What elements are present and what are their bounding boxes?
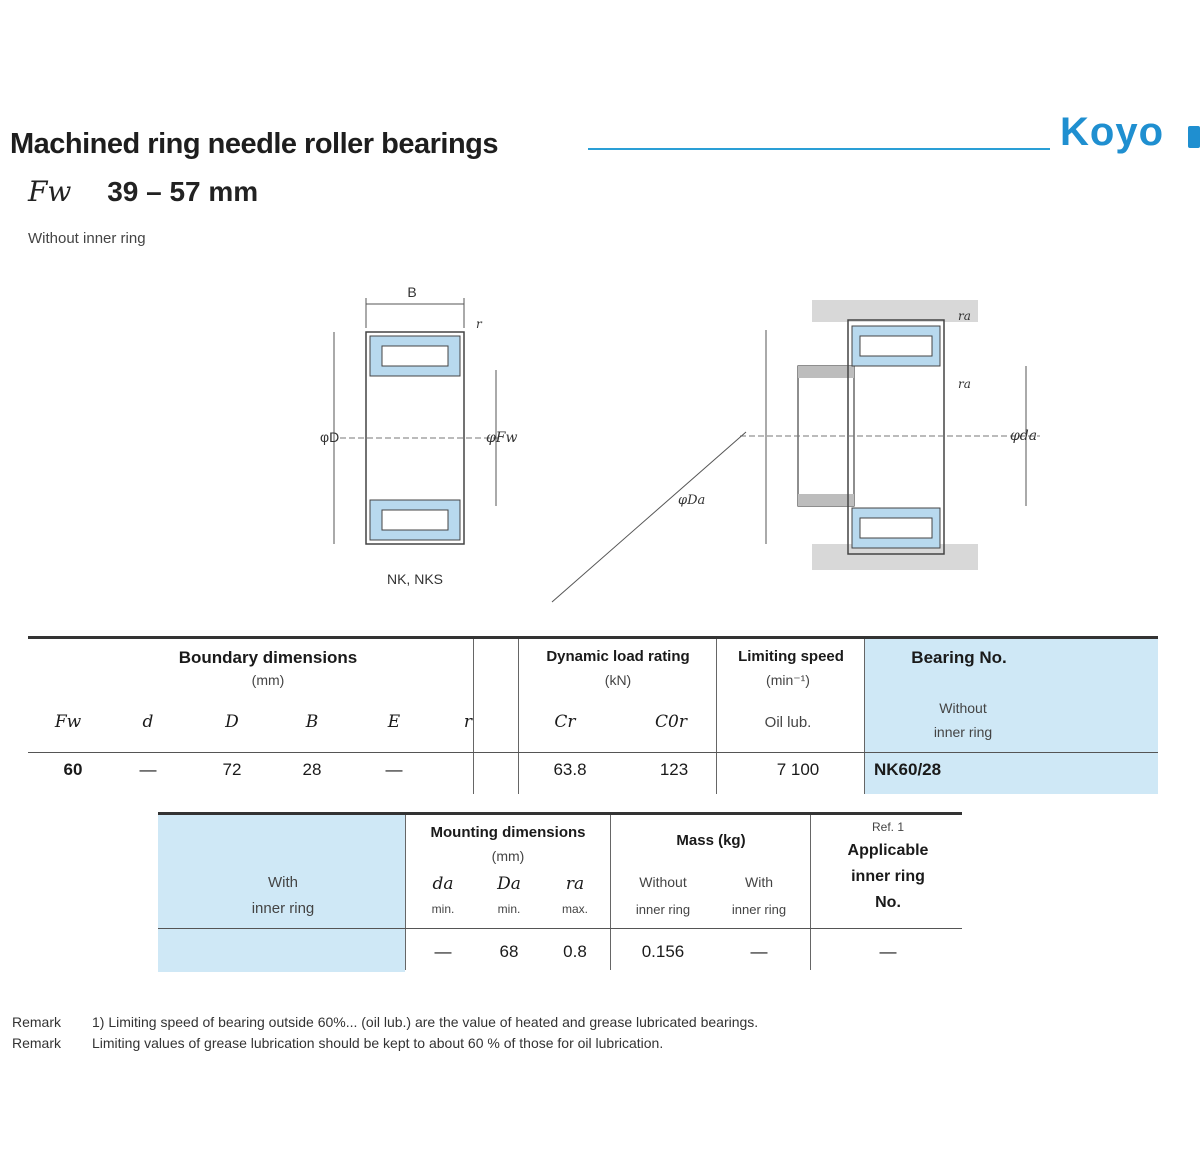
row-speed-value: 7 100 (776, 760, 820, 779)
table-divider (610, 815, 611, 970)
col-da-outer-sub: min. (497, 902, 521, 916)
ref-title3: No. (875, 894, 901, 911)
with-label1: With (268, 874, 298, 891)
mass-header: Mass (kg) (676, 832, 746, 849)
col-e: E (387, 712, 401, 732)
mounting-spec-table (158, 812, 962, 972)
footnote-text: 1) Limiting speed of bearing outside 60%... (oil lub.) are the value of heated and grease lubricated bearings. (92, 1014, 759, 1030)
row-d-value: — (139, 760, 157, 779)
load-rating-header: Dynamic load rating (546, 648, 690, 665)
col-ra-sub: max. (561, 902, 588, 916)
dim-fw-label: φFw (486, 430, 518, 446)
bearing-spec-table (28, 636, 1158, 796)
title-rule (588, 148, 1050, 150)
col-c0r: C0r (655, 712, 687, 732)
speed-unit: (min⁻¹) (766, 672, 810, 688)
footnote-label: Remark (12, 1035, 62, 1051)
load-unit: (kN) (604, 672, 632, 688)
table-divider (518, 639, 519, 794)
ref-title2: inner ring (851, 868, 925, 885)
row-b-value: 28 (302, 760, 322, 779)
col-da: da (432, 874, 454, 894)
table-header-rule (158, 928, 962, 929)
col-outer-d: D (225, 712, 239, 732)
with-label2: inner ring (251, 900, 315, 917)
dim-d-label: φD (320, 429, 340, 445)
bearing-cross-section-figure (300, 270, 540, 600)
footnotes (12, 1012, 758, 1054)
bearing-drawing (300, 270, 540, 600)
inner-ring-column-bg (158, 815, 405, 972)
table-divider (810, 815, 811, 970)
table-divider (405, 815, 406, 970)
footnote-text: Limiting values of grease lubrication should be kept to about 60 % of those for oil lubrication. (92, 1035, 664, 1051)
row-cr-value: 63.8 (553, 760, 587, 779)
mount-unit: (mm) (491, 848, 525, 864)
row-mass-with: — (750, 942, 768, 961)
col-fw: Fw (54, 712, 82, 732)
dim-b-label: B (407, 284, 417, 300)
col-d: d (142, 712, 154, 732)
col-cr: Cr (554, 712, 576, 732)
col-da-sub: min. (431, 902, 455, 916)
row-c0r-value: 123 (659, 760, 689, 779)
boundary-unit: (mm) (251, 672, 285, 688)
boundary-dimensions-header: Boundary dimensions (178, 648, 358, 667)
row-e-value: — (385, 760, 403, 779)
table-header-rule (28, 752, 1158, 753)
mass-col-with: With (745, 874, 773, 890)
ref-title1: Applicable (847, 842, 929, 859)
mounting-dimensions-header: Mounting dimensions (430, 824, 586, 841)
dim-r-label: r (476, 317, 482, 331)
size-range (28, 175, 258, 208)
figure-caption: NK, NKS (386, 571, 444, 587)
without-inner-ring-note: Without inner ring (28, 230, 146, 247)
mounting-figure (540, 290, 1060, 610)
dim-ra-label: ra (958, 377, 971, 391)
footnote-row (12, 1033, 758, 1054)
mounting-drawing (540, 290, 1060, 610)
row-bearing-no: NK60/28 (874, 760, 942, 779)
row-inner-ring-no: — (879, 942, 897, 961)
row-da-outer-value: 68 (499, 942, 519, 961)
row-fw-value: 60 (63, 760, 83, 779)
row-ra-value: 0.8 (563, 942, 587, 961)
footnote-row (12, 1012, 758, 1033)
dim-ra-top-label: ra (958, 309, 971, 323)
col-b: B (305, 712, 319, 732)
col-oil-lub: Oil lub. (764, 714, 812, 731)
dim-da-label: φda (1010, 428, 1038, 444)
bearing-sub1: Without (939, 700, 987, 716)
col-da-outer: Da (497, 874, 521, 894)
row-mass-without: 0.156 (641, 942, 685, 961)
col-r: r (463, 712, 473, 732)
bearing-no-header: Bearing No. (911, 648, 1007, 667)
brand-logo: Koyo (1060, 110, 1164, 154)
mass-col-without: Without (639, 874, 687, 890)
limiting-speed-header: Limiting speed (738, 648, 844, 665)
mass-sub-without: inner ring (635, 902, 691, 917)
size-range-value: 39 – 57 mm (107, 176, 259, 207)
ref-note: Ref. 1 (871, 820, 904, 834)
footnote-label: Remark (12, 1014, 62, 1030)
dim-da2-label: φDa (678, 493, 706, 508)
table-divider (716, 639, 717, 794)
row-da-value: — (434, 942, 452, 961)
fw-symbol: Fw (28, 175, 72, 208)
col-ra: ra (565, 874, 585, 894)
brand-mark-icon (1188, 126, 1200, 148)
bearing-sub2: inner ring (933, 724, 993, 740)
mass-sub-with: inner ring (731, 902, 787, 917)
row-outer-d-value: 72 (222, 760, 242, 779)
page-title: Machined ring needle roller bearings (10, 128, 499, 160)
